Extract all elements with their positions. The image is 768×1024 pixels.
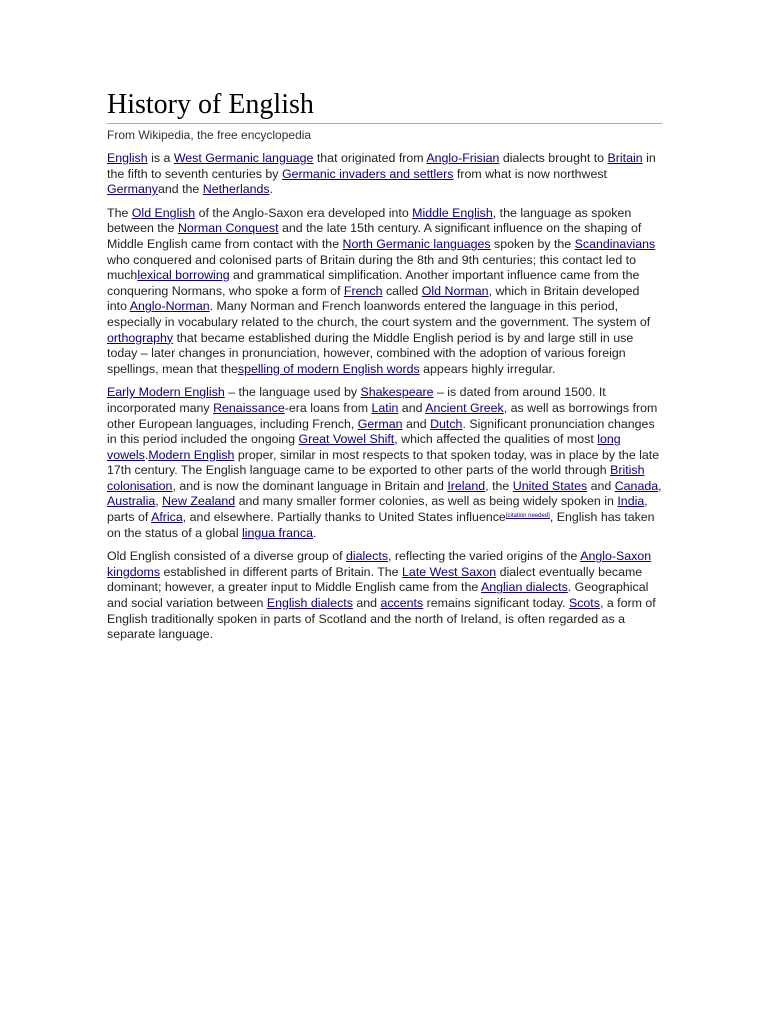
link-middle-english[interactable]: Middle English [412,205,493,220]
article [107,88,662,651]
text-run: appears highly irregular. [419,361,556,376]
text-run: and [352,596,381,611]
link-orthography[interactable]: orthography [107,330,174,345]
link-scots[interactable]: Scots [568,596,600,611]
link-great-vowel-shift[interactable]: Great Vowel Shift [298,432,395,447]
text-run: . [269,182,274,197]
link-old-english[interactable]: Old English [131,205,196,220]
text-run: that originated from [313,151,427,165]
link-scandinavians[interactable]: Scandinavians [574,236,656,251]
link-anglo-norman[interactable]: Anglo-Norman [129,299,210,314]
link-spelling-of-modern-english-words[interactable]: spelling of modern English words [237,361,420,376]
link-lingua-franca[interactable]: lingua franca [242,525,313,540]
link-norman-conquest[interactable]: Norman Conquest [177,221,279,236]
text-run: , the language as spoken between the [107,205,632,236]
link-germanic-invaders-and-settlers[interactable]: Germanic invaders and settlers [281,166,454,181]
page-title: History of English [107,88,662,124]
text-run: proper, similar in most respects to that spoken today, was in place by the late 17th century. The English language came to be exported to other parts of the world through [107,447,660,478]
link-renaissance[interactable]: Renaissance [213,400,285,415]
text-run: . Geographical and social variation between [107,580,649,611]
text-run: and the late 15th century. A significant influence on the shaping of Middle English came from contact with the [107,221,642,251]
link-australia[interactable]: Australia [107,494,156,509]
text-run: , [155,494,163,509]
link-canada[interactable]: Canada [614,478,659,493]
text-run: is a [147,151,174,165]
link-anglo-saxon-kingdoms[interactable]: Anglo-Saxon kingdoms [107,549,652,579]
paragraph-3 [107,385,662,541]
text-run: , [658,478,662,493]
text-run: . [312,525,317,540]
link-india[interactable]: India [617,494,645,509]
text-run: and many smaller former colonies, as well as being widely spoken in [235,494,618,509]
link-west-germanic-language[interactable]: West Germanic language [173,151,314,165]
text-run: and [398,400,426,415]
text-run: Old English consisted of a diverse group of [107,549,346,564]
text-run: , a form of English traditionally spoken in parts of Scotland and the north of Ireland, is often regarded as a separate language. [107,596,656,642]
link-africa[interactable]: Africa [151,510,183,525]
link-accents[interactable]: accents [380,596,424,611]
link-latin[interactable]: Latin [371,400,399,415]
link-ancient-greek[interactable]: Ancient Greek [425,400,504,415]
text-run: and grammatical simplification. Another important influence came from the conquering Normans, who spoke a form of [107,268,640,298]
link-united-states[interactable]: United States [512,478,588,493]
link-english[interactable]: English [107,151,148,165]
text-run: , English has taken on the status of a global [107,510,655,540]
link-late-west-saxon[interactable]: Late West Saxon [402,564,497,579]
link-north-germanic-languages[interactable]: North Germanic languages [342,236,491,251]
text-run: , and elsewhere. Partially thanks to United States influence [182,510,506,525]
link-germany[interactable]: Germany [107,182,158,197]
link-old-norman[interactable]: Old Norman [421,283,489,298]
paragraph-4 [107,549,662,643]
link-britain[interactable]: Britain [607,151,643,165]
link-modern-english[interactable]: Modern English [148,447,235,462]
link-ireland[interactable]: Ireland [447,478,486,493]
link-lexical-borrowing[interactable]: lexical borrowing [137,268,230,283]
text-run: and [587,478,615,493]
text-run: remains significant today. [423,596,569,611]
text-run: established in different parts of Britain. The [160,564,403,579]
text-run: , reflecting the varied origins of the [388,549,581,564]
link-early-modern-english[interactable]: Early Modern English [107,385,225,400]
text-run: The [107,205,132,220]
text-run: of the Anglo-Saxon era developed into [195,205,413,220]
text-run: and the [157,182,203,197]
citation-needed [506,513,550,519]
text-run: . Many Norman and French loanwords entered the language in this period, especially in vocabulary related to the church, the court system and the government. The system of [107,299,651,329]
text-run: dialects brought to [499,151,608,165]
text-run: in the fifth to seventh centuries by [107,151,656,181]
link-french[interactable]: French [343,283,383,298]
link-german[interactable]: German [357,416,403,431]
text-run: . [144,447,149,462]
text-run: , as well as borrowings from other European languages, including French, [107,400,658,431]
link-new-zealand[interactable]: New Zealand [162,494,236,509]
text-run: , the [485,478,513,493]
tagline: From Wikipedia, the free encyclopedia [107,128,312,142]
text-run: , and is now the dominant language in Britain and [172,478,448,493]
text-run: , which in Britain developed into [107,283,640,314]
link-shakespeare[interactable]: Shakespeare [360,385,434,400]
link-netherlands[interactable]: Netherlands [202,182,270,197]
paragraph-2 [107,206,662,378]
text-run: . Significant pronunciation changes in this period included the ongoing [107,416,655,447]
text-run: who conquered and colonised parts of Britain during the 8th and 9th centuries; this contact led to much [107,252,637,283]
paragraph-1 [107,151,662,198]
text-run: – the language used by [224,385,361,400]
text-run: that became established during the Middle English period is by and large still in use today – later changes in pronunciation, however, combined with the adoption of various foreign spellings, mean that the [107,330,634,376]
link-british-colonisation[interactable]: British colonisation [107,463,645,493]
text-run: called [382,283,422,298]
text-run: -era loans from [284,400,372,415]
link-english-dialects[interactable]: English dialects [266,596,353,611]
text-run: , which affected the qualities of most [394,432,598,447]
text-run: spoken by the [490,236,575,251]
citation-needed-link[interactable]: [citation needed] [505,513,550,520]
text-run: – is dated from around 1500. It incorporated many [107,385,606,415]
text-run: dialect eventually became dominant; however, a greater input to Middle English came from the [107,564,643,595]
text-run: from what is now northwest [453,166,608,181]
link-anglian-dialects[interactable]: Anglian dialects [481,580,568,595]
link-long-vowels[interactable]: long vowels [107,432,621,462]
link-dutch[interactable]: Dutch [430,416,463,431]
link-anglo-frisian[interactable]: Anglo-Frisian [426,151,500,165]
text-run: , parts of [107,494,648,525]
link-dialects[interactable]: dialects [346,549,389,564]
text-run: and [402,416,431,431]
